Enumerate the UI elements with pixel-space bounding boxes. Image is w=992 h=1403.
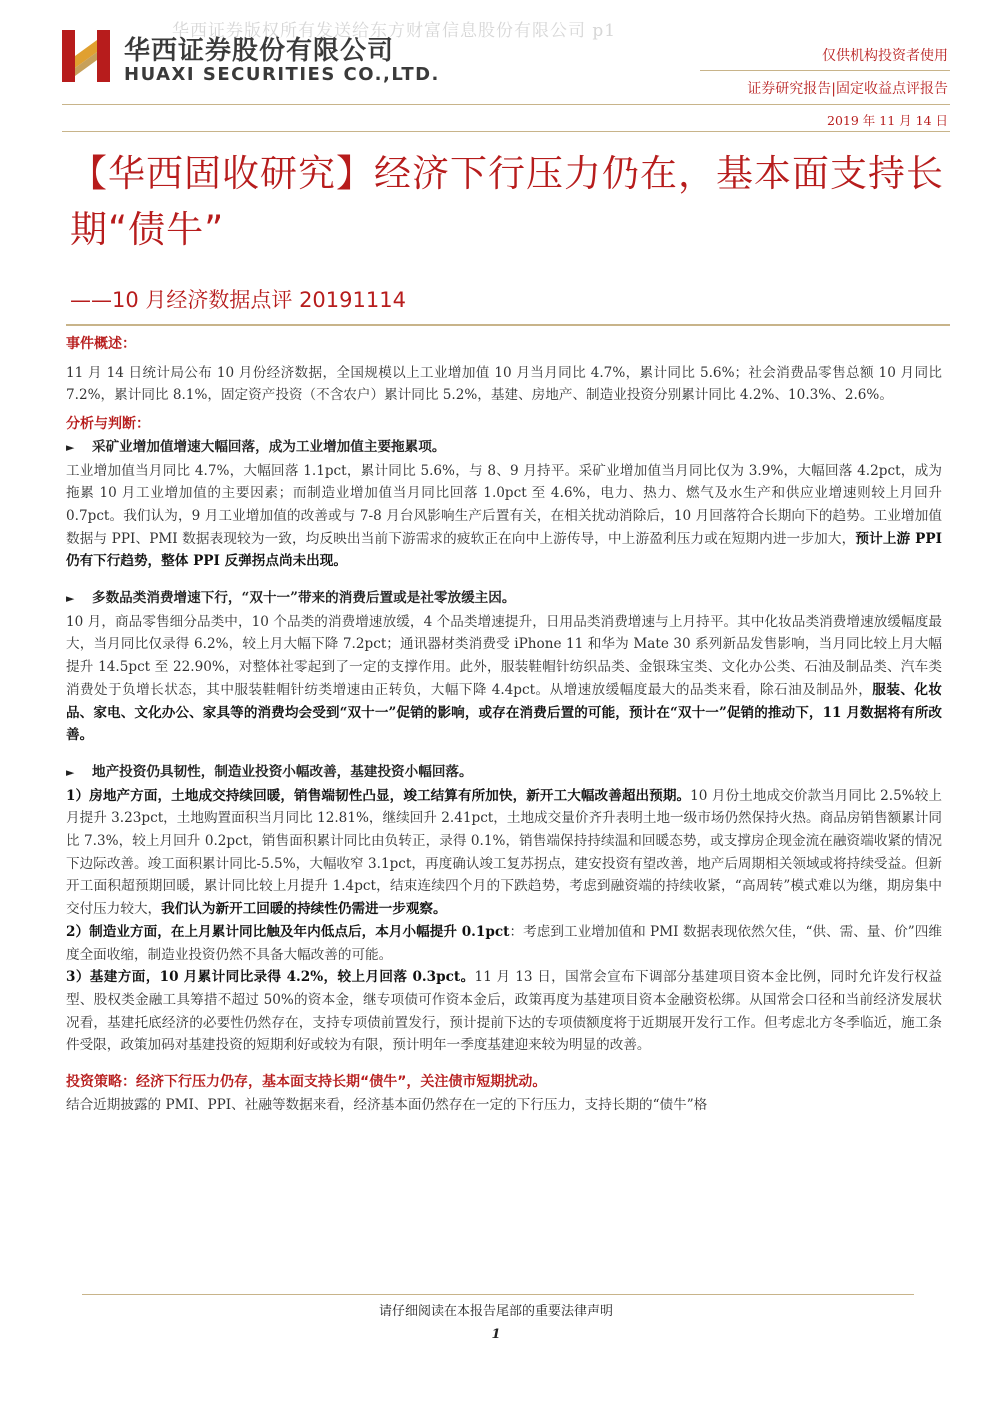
paragraph-emphasis: 1）房地产方面，土地成交持续回暖，销售端韧性凸显，竣工结算有所加快，新开工大幅改善超出预期。 xyxy=(66,787,691,804)
paragraph-emphasis: 预计上游 PPI 仍有下行趋势，整体 PPI 反弹拐点尚未出现。 xyxy=(66,530,942,570)
header-divider xyxy=(62,104,950,105)
paragraph-text: 工业增加值当月同比 4.7%，大幅回落 1.1pct，累计同比 5.6%，与 8、9 月持平。采矿业增加值当月同比仅为 3.9%，大幅回落 4.2pct，成为拖累 10 月工业增加值的主要因素；而制造业增加值当月同比回落 1.0pct 至 4.6%，电力、热力、燃气及水生产和供应业增速则较上月回升 0.7pct。我们认为，9 月工业增加值的改善或与 7-8 月台风影响生产后置有关，在相关扰动消除后，10 月回落符合长期向下的趋势。工业增加值数据与 PPI、PMI 数据表现较为一致，均反映出当前下游需求的疲软正在向中上游传导，中上游盈利压力或在短期内进一步加大， xyxy=(66,462,942,547)
legal-disclaimer-note: 请仔细阅读在本报告尾部的重要法律声明 xyxy=(378,1304,613,1319)
triangle-bullet-icon: ► xyxy=(66,440,75,454)
title-divider xyxy=(66,324,950,326)
audience-label: 仅供机构投资者使用 xyxy=(822,48,948,64)
bullet-text: 多数品类消费增速下行，“双十一”带来的消费后置或是社零放缓主因。 xyxy=(92,590,516,607)
report-type-label: 证券研究报告|固定收益点评报告 xyxy=(747,81,948,97)
bullet-text: 采矿业增加值增速大幅回落，成为工业增加值主要拖累项。 xyxy=(92,438,446,455)
paragraph-emphasis: 3）基建方面，10 月累计同比录得 4.2%，较上月回落 0.3pct。 xyxy=(66,969,475,986)
company-name-cn: 华西证券股份有限公司 xyxy=(124,36,395,66)
bullet-text: 地产投资仍具韧性，制造业投资小幅改善，基建投资小幅回落。 xyxy=(92,763,473,780)
huaxi-logo-icon xyxy=(60,26,112,84)
paragraph-text: 10 月，商品零售细分品类中，10 个品类的消费增速放缓，4 个品类增速提升，日用品类消费增速与上月持平。其中化妆品类消费增速放缓幅度最大，当月同比仅录得 6.2%，较上月大幅下降 7.2pct；通讯器材类消费受 iPhone 11 和华为 Mate 30 系列新品发售影响，当月同比较上月大幅提升 14.5pct 至 22.90%，对整体社零起到了一定的支撑作用。此外，服装鞋帽针纺织品类、金银珠宝类、文化办公类、石油及制品类、汽车类消费处于负增长状态，其中服装鞋帽针纺类增速由正转负，大幅下降 4.4pct。从增速放缓幅度最大的品类来看，除石油及制品外， xyxy=(66,613,942,698)
watermark: 华西证券版权所有发送给东方财富信息股份有限公司 p1 xyxy=(172,21,617,41)
paragraph xyxy=(66,966,942,1057)
paragraph xyxy=(66,611,942,747)
event-text: 11 月 14 日统计局公布 10 月份经济数据，全国规模以上工业增加值 10 月当月同比 4.7%，累计同比 5.6%；社会消费品零售总额 10 月同比 7.2%，累计同比 8.1%，固定资产投资（不含农户）累计同比 5.2%，基建、房地产、制造业投资分别累计同比 4.2%、10.3%、2.6%。 xyxy=(66,364,942,404)
event-heading: 事件概述： xyxy=(66,336,136,352)
header-divider xyxy=(62,131,950,132)
paragraph-emphasis: 我们认为新开工回暖的持续性仍需进一步观察。 xyxy=(161,901,447,918)
paragraph-emphasis: 2）制造业方面，在上月累计同比触及年内低点后，本月小幅提升 0.1pct xyxy=(66,923,510,940)
paragraph-text: ：考虑到工业增加值和 PMI 数据表现依然欠佳，“供、需、量、价”四维度全面收缩，制造业投资仍然不具备大幅改善的可能。 xyxy=(66,923,942,963)
paragraph-text: 10 月份土地成交价款当月同比 2.5%较上月提升 3.23pct，土地购置面积当月同比 12.81%，继续回升 2.41pct，土地成交量价齐升表明土地一级市场仍然保持火热。商品房销售额累计同比 7.3%，较上月回升 0.2pct，销售面积累计同比由负转正，录得 0.1%，销售端保持持续温和回暖态势，或支撑房企现金流在融资端收紧的情况下边际改善。竣工面积累计同比-5.5%，大幅收窄 3.1pct，再度确认竣工复苏拐点，建安投资有望改善，地产后周期相关领域或将持续受益。但新开工面积超预期回暖，累计同比较上月提升 1.4pct，结束连续四个月的下跌趋势，考虑到融资端的持续收紧，“高周转”模式难以为继，期房集中交付压力较大， xyxy=(66,787,942,918)
page-number: 1 xyxy=(491,1327,501,1342)
paragraph xyxy=(66,921,942,966)
footer-divider xyxy=(82,1294,914,1295)
paragraph xyxy=(66,460,942,574)
bullet-point xyxy=(66,761,942,785)
triangle-bullet-icon: ► xyxy=(66,765,75,779)
paragraph-text: 11 月 13 日，国常会宣布下调部分基建项目资本金比例，同时允许发行权益型、股权类金融工具筹措不超过 50%的资本金，继专项债可作资本金后，政策再度为基建项目资本金融资松绑。从国常会口径和当前经济发展状况看，基建托底经济的必要性仍然存在，支持专项债前置发行，预计提前下达的专项债额度将于近期展开发行工作。但考虑北方冬季临近，施工条件受限，政策加码对基建投资的短期利好或较为有限，预计明年一季度基建迎来较为明显的改善。 xyxy=(66,969,942,1054)
triangle-bullet-icon: ► xyxy=(66,592,75,606)
paragraph-emphasis: 服装、化妆品、家电、文化办公、家具等的消费均会受到“双十一”促销的影响，或存在消费后置的可能，预计在“双十一”促销的推动下，11 月数据将有所改善。 xyxy=(66,681,942,744)
report-subtitle: ——10 月经济数据点评 20191114 xyxy=(70,288,406,312)
analysis-heading: 分析与判断： xyxy=(66,416,150,433)
report-body xyxy=(66,333,942,1117)
paragraph xyxy=(66,785,942,921)
company-name-en: HUAXI SECURITIES CO.,LTD. xyxy=(124,64,440,85)
strategy-heading: 投资策略：经济下行压力仍存，基本面支持长期“债牛”，关注债市短期扰动。 xyxy=(66,1074,547,1091)
bullet-point xyxy=(66,587,942,611)
strategy-text: 结合近期披露的 PMI、PPI、社融等数据来看，经济基本面仍然存在一定的下行压力，支持长期的“债牛”格 xyxy=(66,1096,708,1113)
bullet-point xyxy=(66,436,942,460)
report-title: 【华西固收研究】经济下行压力仍在，基本面支持长期“债牛” xyxy=(70,152,944,251)
report-date: 2019 年 11 月 14 日 xyxy=(827,113,948,128)
header-divider xyxy=(700,70,950,71)
